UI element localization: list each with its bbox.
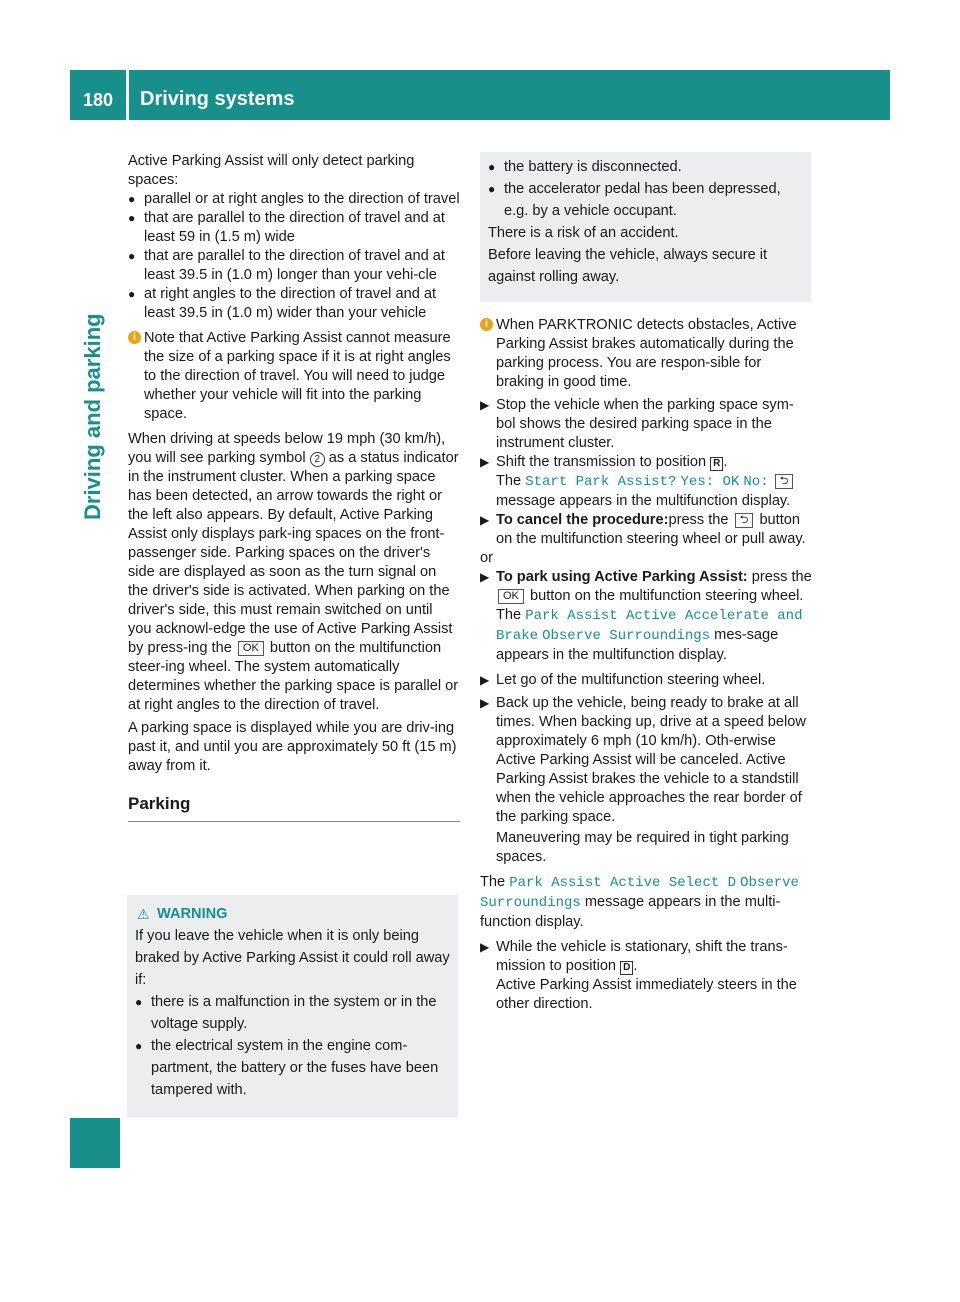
bullet-icon: ● — [488, 160, 496, 174]
step-arrow-icon: ▶ — [480, 696, 490, 710]
list-item: ● parallel or at right angles to the direction of travel — [128, 191, 460, 207]
gear-d-icon: D — [620, 961, 633, 975]
back-key-icon: ⮌ — [775, 474, 794, 489]
bullet-icon: ● — [128, 249, 136, 263]
divider — [128, 821, 460, 822]
or-text: or — [480, 550, 493, 566]
step: ▶ Shift the transmission to position R . The Start Park Assist? Yes: OK No: ⮌ message appears in the multifunction display. — [480, 453, 812, 511]
step: ▶ Let go of the multifunction steering wheel. — [480, 672, 766, 688]
page-title: Driving systems — [140, 88, 295, 110]
info-note: i When PARKTRONIC detects obstacles, Active Parking Assist brakes automatically during the parking process. You are respon-sible for braking in good time. — [480, 316, 812, 392]
step-arrow-icon: ▶ — [480, 570, 490, 584]
ok-key-icon: OK — [498, 589, 524, 604]
page-number: 180 — [82, 90, 114, 110]
step-arrow-icon: ▶ — [480, 398, 490, 412]
list-item: ● that are parallel to the direction of travel and at least 39.5 in (1.0 m) longer than your vehi-cle — [128, 248, 445, 283]
side-tab-block — [70, 1118, 120, 1168]
list-item: ● at right angles to the direction of travel and at least 39.5 in (1.0 m) wider than your vehicle — [128, 286, 437, 321]
step: ▶ While the vehicle is stationary, shift the trans-mission to position D . Active Parking Assist immediately steers in the other direction. — [480, 939, 797, 1012]
step-arrow-icon: ▶ — [480, 940, 490, 954]
side-tab-label: Driving and parking — [80, 313, 105, 520]
warning-intro: If you leave the vehicle when it is only being braked by Active Parking Assist it could roll away if: — [135, 928, 450, 988]
warning-box-continued — [480, 152, 811, 302]
step-arrow-icon: ▶ — [480, 673, 490, 687]
step: ▶ Stop the vehicle when the parking space sym-bol shows the desired parking space in the instrument cluster. — [480, 397, 794, 451]
parking-symbol-icon: 2 — [310, 452, 325, 467]
warning-advice: Before leaving the vehicle, always secure it against rolling away. — [488, 247, 768, 285]
left-column — [128, 152, 460, 822]
step: ▶ To park using Active Parking Assist: press the OK button on the multifunction steering wheel. The Park Assist Active Accelerate and Brake Observe Surroundings mes-sage appears in the multifunction display. — [480, 569, 812, 663]
bullet-icon: ● — [128, 287, 136, 301]
bullet-icon: ● — [488, 182, 496, 196]
list-item: ● the electrical system in the engine com-partment, the battery or the fuses have been tampered with. — [135, 1035, 450, 1101]
warning-title: ⚠ WARNING — [135, 903, 450, 925]
info-icon: i — [480, 318, 493, 331]
list-item: ● the battery is disconnected. — [488, 156, 803, 178]
info-note: i Note that Active Parking Assist cannot measure the size of a parking space if it is at right angles to the direction of travel. You will need to judge whether your vehicle will fit into the parking space. — [128, 329, 460, 424]
warning-risk: There is a risk of an accident. — [488, 225, 679, 241]
list-item: ● that are parallel to the direction of travel and at least 59 in (1.5 m) wide — [128, 210, 445, 245]
warning-icon: ⚠ — [137, 906, 150, 922]
info-icon: i — [128, 331, 141, 344]
warning-box — [127, 895, 458, 1117]
paragraph: When driving at speeds below 19 mph (30 km/h), you will see parking symbol 2 as a status indicator in the instrument cluster. When a parking space has been detected, an arrow towards the right or the left also appears. By default, Active Parking Assist only displays park-ing spaces on the front-passenger side. Parking spaces on the driver's side are displayed as soon as the turn signal on the driver's side is activated. When parking on the driver's side, this must remain switched on until you acknowl-edge the use of Active Parking Assist by press-ing the OK button on the multifunction steer-ing wheel. The system automatically determines whether the parking space is parallel or at right angles to the direction of travel. — [128, 431, 459, 713]
step: ▶ To cancel the procedure:press the ⮌ button on the multifunction steering wheel or pull away. — [480, 512, 806, 547]
list-item: ● the accelerator pedal has been depressed, e.g. by a vehicle occupant. — [488, 178, 803, 222]
bullet-icon: ● — [128, 192, 136, 206]
step-arrow-icon: ▶ — [480, 455, 490, 469]
back-key-icon: ⮌ — [735, 513, 754, 528]
header-bar — [70, 70, 890, 120]
ok-key-icon: OK — [238, 641, 264, 656]
bullet-icon: ● — [135, 1039, 143, 1053]
list-item: ● there is a malfunction in the system or in the voltage supply. — [135, 991, 450, 1035]
step-arrow-icon: ▶ — [480, 513, 490, 527]
bullet-icon: ● — [135, 995, 143, 1009]
step-note: Maneuvering may be required in tight parking spaces. — [496, 830, 789, 865]
gear-r-icon: R — [710, 457, 723, 471]
paragraph: A parking space is displayed while you are driv-ing past it, and until you are approximately 50 ft (15 m) away from it. — [128, 720, 457, 774]
intro-text: Active Parking Assist will only detect parking spaces: — [128, 153, 415, 188]
header-separator — [126, 70, 129, 120]
right-column — [480, 316, 812, 1014]
step: ▶ Back up the vehicle, being ready to brake at all times. When backing up, drive at a speed below approximately 6 mph (10 km/h). Oth-erwise Active Parking Assist will be canceled. Active Parking Assist brakes the vehicle to a standstill when the vehicle approaches the rear border of the parking space. — [480, 695, 806, 825]
section-title: Parking — [128, 794, 191, 813]
bullet-icon: ● — [128, 211, 136, 225]
paragraph: The Park Assist Active Select D Observe Surroundings message appears in the multi-function display. — [480, 874, 799, 930]
